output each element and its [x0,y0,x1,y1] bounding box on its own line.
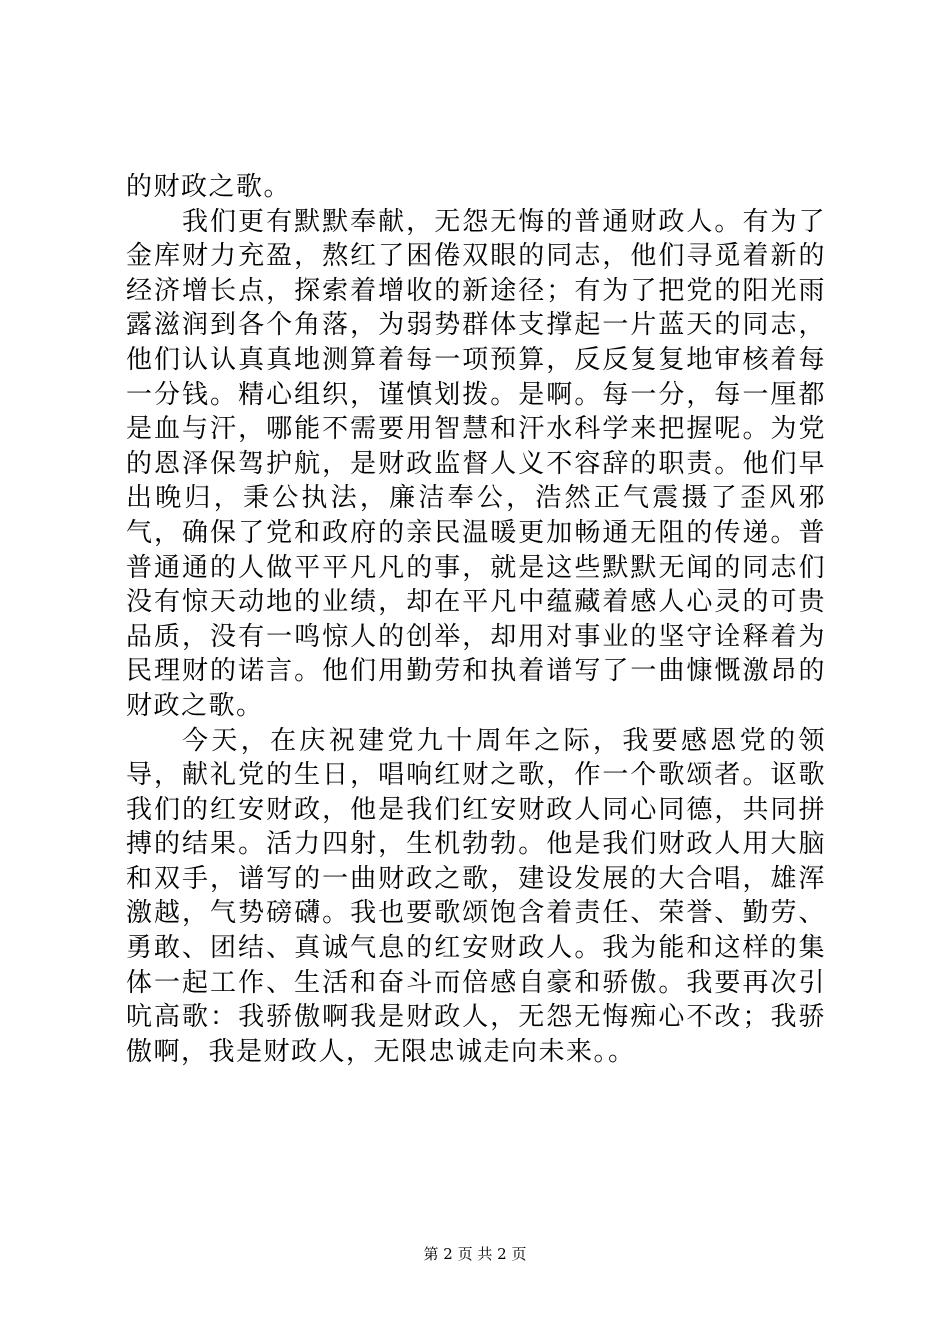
paragraph: 今天，在庆祝建党九十周年之际，我要感恩党的领导，献礼党的生日，唱响红财之歌，作一个歌颂者。讴歌我们的红安财政，他是我们红安财政人同心同德，共同拼搏的结果。活力四射，生机勃勃。他是我们财政人用大脑和双手，谱写的一曲财政之歌，建设发展的大合唱，雄浑激越，气势磅礴。我也要歌颂饱含着责任、荣誉、勤劳、勇敢、团结、真诚气息的红安财政人。我为能和这样的集体一起工作、生活和奋斗而倍感自豪和骄傲。我要再次引吭高歌：我骄傲啊我是财政人，无怨无悔痴心不改；我骄傲啊，我是财政人，无限忠诚走向未来。。 [126,725,826,1067]
paragraph: 我们更有默默奉献，无怨无悔的普通财政人。有为了金库财力充盈，熬红了困倦双眼的同志，他们寻觅着新的经济增长点，探索着增收的新途径；有为了把党的阳光雨露滋润到各个角落，为弱势群体支撑起一片蓝天的同志，他们认认真真地测算着每一项预算，反反复复地审核着每一分钱。精心组织，谨慎划拨。是啊。每一分，每一厘都是血与汗，哪能不需要用智慧和汗水科学来把握呢。为党的恩泽保驾护航，是财政监督人义不容辞的职责。他们早出晚归，秉公执法，廉洁奉公，浩然正气震摄了歪风邪气，确保了党和政府的亲民温暖更加畅通无阻的传递。普普通通的人做平平凡凡的事，就是这些默默无闻的同志们没有惊天动地的业绩，却在平凡中蕴藏着感人心灵的可贵品质，没有一鸣惊人的创举，却用对事业的坚守诠释着为民理财的诺言。他们用勤劳和执着谱写了一曲慷慨激昂的财政之歌。 [126,206,826,721]
document-body [126,170,826,1069]
paragraph-continuation: 的财政之歌。 [126,172,292,202]
page-number-footer: 第 2 页 共 2 页 [423,1245,527,1263]
